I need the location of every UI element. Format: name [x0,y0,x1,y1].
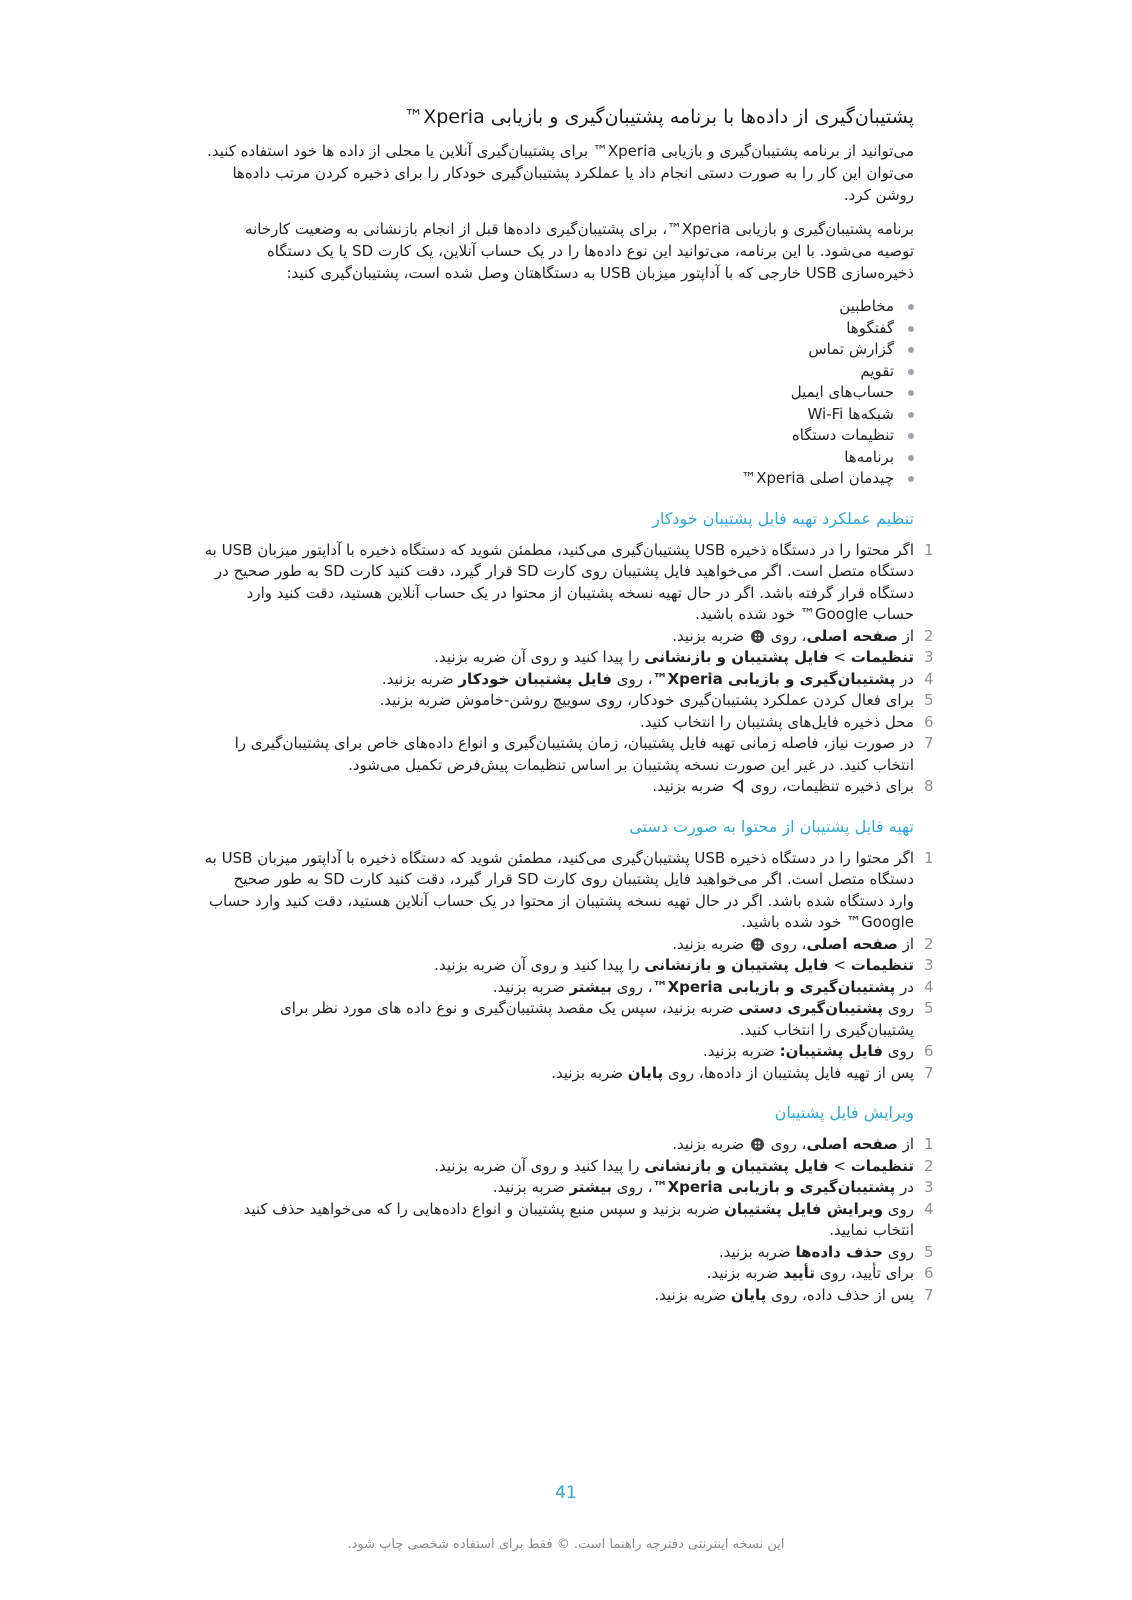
section-heading: تنظیم عملکرد تهیه فایل پشتیبان خودکار [652,508,914,528]
step-text: روی [883,1042,914,1060]
step-item [204,1156,934,1178]
ui-term: تنظیمات [850,956,914,974]
ui-term: تنظیمات [850,648,914,666]
step-text: ضربه بزنید. [706,1264,784,1282]
step-text: را پیدا کنید و روی آن ضربه بزنید. [434,648,645,666]
step-text: ، روی [611,669,653,688]
page-footer: این نسخه اینترنتی دفترچه راهنما است. © فقط برای استفاده شخصی چاپ شود. [347,1537,785,1552]
step-text: ضربه بزنید. [718,1242,796,1261]
step-text: ، روی [765,934,807,953]
ui-term: فایل پشتیبان و بازنشانی [644,648,829,666]
step-number: 4 [924,1199,934,1218]
step-number: 4 [924,977,934,996]
step-item [204,712,934,734]
list-item: تنظیمات دستگاه [204,425,914,447]
step-text: ضربه بزنید. [654,1285,731,1304]
step-text: برای فعال کردن عملکرد پشتیبان‌گیری خودکار، روی سوییچ روشن-خاموش ضربه بزنید. [379,691,914,709]
step-number: 2 [924,626,934,645]
step-number: 7 [924,1063,934,1082]
instruction-sections [204,508,934,1307]
ui-term: فایل پشتیبان و بازنشانی [644,956,829,974]
step-text: ضربه بزنید. [381,669,459,688]
step-number: 6 [924,712,934,731]
step-text: ، روی [765,626,807,645]
step-number: 3 [924,648,934,666]
step-number: 3 [924,1178,934,1196]
ui-term: صفحه اصلی [806,934,898,953]
step-number: 6 [924,1264,934,1282]
step-item [204,1285,934,1307]
ui-term: بیشتر [569,1178,612,1196]
app-screen-icon [751,1138,764,1151]
step-item [204,934,934,956]
page-title: پشتیبان‌گیری از داده‌ها با برنامه پشتیبان‌گیری و بازیابی Xperia™ [404,106,914,128]
step-number: 3 [924,956,934,974]
step-text: از [897,626,914,645]
step-text: در صورت نیاز، فاصله زمانی تهیه فایل پشتیبان، زمان پشتیبان‌گیری و انواع داده‌های خاص برای پشتیبان‌گیری را انتخاب کنید. در غیر این صورت نسخه پشتیبان بر اساس تنظیمات پیش‌فرض تکمیل می‌شود. [234,734,914,774]
intro-paragraph-1: می‌توانید از برنامه پشتیبان‌گیری و بازیابی Xperia™ برای پشتیبان‌گیری آنلاین یا محلی از داده ها خود استفاده کنید. می‌توان این کار را به صورت دستی انجام داد یا عملکرد پشتیبان‌گیری خودکار را برای ذخیره کردن مرتب داده‌ها روشن کرد. [207,142,914,204]
step-text: محل ذخیره فایل‌های پشتیبان را انتخاب کنید. [639,712,914,731]
step-number: 7 [924,1285,934,1304]
step-text: ، روی [611,977,653,996]
step-number: 2 [924,934,934,953]
step-number: 6 [924,1042,934,1060]
step-number: 5 [924,999,934,1017]
ui-term: حذف داده‌ها [795,1242,883,1261]
back-icon [732,779,743,793]
step-item [204,1263,934,1285]
step-text: اگر محتوا را در دستگاه ذخیره USB پشتیبان‌گیری می‌کنید، مطمئن شوید که دستگاه ذخیره با آداپتور میزبان USB به دستگاه متصل است. اگر می‌خواهید فایل پشتیبان روی کارت SD قرار گیرد، دقت کنید کارت SD به طور صحیح در دستگاه قرار گرفته باشد. اگر در حال تهیه نسخه پشتیبان از محتوا در یک حساب آنلاین هستید، دقت کنید وارد حساب Google™ خود شده باشید. [204,540,914,623]
step-item [204,998,934,1041]
ui-term: پشتیبان‌گیری و بازیابی Xperia™ [652,1178,896,1196]
step-number: 4 [924,669,934,688]
step-text: > [828,1156,851,1175]
bullet-icon [908,369,914,375]
step-text: در [895,669,914,688]
step-text: در [895,977,914,996]
step-text: در [895,1178,914,1196]
step-item [204,776,934,798]
step-number: 7 [924,734,934,752]
step-text: ، روی [765,1135,807,1153]
bullet-icon [908,476,914,482]
section-heading: تهیه فایل پشتیبان از محتوا به صورت دستی [629,816,914,836]
step-number: 1 [924,848,934,867]
steps-list [204,1134,934,1306]
step-text: ضربه بزنید. [703,1042,780,1060]
step-item [204,669,934,691]
ui-term: پشتیبان‌گیری و بازیابی Xperia™ [652,669,896,688]
list-item: حساب‌های ایمیل [204,382,914,404]
step-number: 1 [924,540,934,559]
steps-list [204,848,934,1085]
ui-term: ویرایش فایل پشتیبان [724,1199,883,1218]
step-item [204,626,934,648]
page-content [204,104,934,1306]
step-text: ضربه بزنید. [492,1178,570,1196]
bullet-icon [908,326,914,332]
step-item [204,848,934,934]
step-text: > [828,956,851,974]
ui-term: صفحه اصلی [806,1135,898,1153]
step-text: روی [883,1199,914,1218]
bullet-icon [908,455,914,461]
list-item: شبکه‌ها Wi-Fi [204,404,914,426]
list-item: گفتگوها [204,318,914,340]
ui-term: فایل پشتیبان و بازنشانی [644,1156,829,1175]
step-number: 1 [924,1135,934,1153]
list-item: گزارش تماس [204,339,914,361]
ui-term: تنظیمات [850,1156,914,1175]
bullet-icon [908,390,914,396]
list-item: چیدمان اصلی Xperia™ [204,468,914,490]
step-text: ضربه بزنید و سپس منبع پشتیبان و انواع داده‌هایی را که می‌خواهید حذف کنید انتخاب نمایید. [243,1199,914,1239]
section-heading: ویرایش فایل پشتیبان [774,1103,914,1122]
ui-term: فایل پشتیبان: [779,1042,883,1060]
ui-term: پشتیبان‌گیری دستی [738,999,883,1017]
bullet-icon [908,304,914,310]
bullet-icon [908,433,914,439]
list-item: برنامه‌ها [204,447,914,469]
step-text: ضربه بزنید. [672,934,749,953]
step-number: 2 [924,1156,934,1175]
step-item [204,690,934,712]
page-number: 41 [555,1483,577,1503]
list-item: تقویم [204,361,914,383]
ui-term: پشتیبان‌گیری و بازیابی Xperia™ [652,977,896,996]
step-text: پس از تهیه فایل پشتیبان از داده‌ها، روی [663,1063,914,1082]
step-item [204,977,934,999]
ui-term: پایان [627,1063,664,1082]
step-text: روی [883,1242,914,1261]
ui-term: تأیید [783,1264,815,1282]
backup-data-types-list [204,296,914,490]
step-number: 8 [924,777,934,795]
step-item [204,1199,934,1242]
steps-list [204,540,934,798]
step-text: برای تأیید، روی [814,1264,914,1282]
step-item [204,1063,934,1085]
step-text: ضربه بزنید. [492,977,570,996]
step-item [204,955,934,977]
step-item [204,1134,934,1156]
app-screen-icon [751,938,764,951]
step-text: اگر محتوا را در دستگاه ذخیره USB پشتیبان‌گیری می‌کنید، مطمئن شوید که دستگاه ذخیره با آداپتور میزبان USB به دستگاه متصل است. اگر می‌خواهید فایل پشتیبان روی کارت SD قرار گیرد، دقت کنید کارت SD به طور صحیح وارد دستگاه شده باشد. اگر در حال تهیه نسخه پشتیبان از محتوا در یک حساب آنلاین هستید، دقت کنید وارد حساب Google™ خود شده باشید. [204,848,914,931]
step-text: ضربه بزنید، سپس یک مقصد پشتیبان‌گیری و نوع داده های مورد نظر برای پشتیبان‌گیری را انتخاب کنید. [280,999,914,1039]
step-text: روی [883,999,914,1017]
bullet-icon [908,412,914,418]
intro-paragraph-2: برنامه پشتیبان‌گیری و بازیابی Xperia™، برای پشتیبان‌گیری داده‌ها قبل از انجام بازنشانی به وضعیت کارخانه توصیه می‌شود. با این برنامه، می‌توانید این نوع داده‌ها را در یک حساب آنلاین، یک کارت SD یا یک دستگاه ذخیره‌سازی USB خارجی که با آداپتور میزبان USB به دستگاهتان وصل شده است، پشتیبان‌گیری کنید: [245,220,914,282]
step-text: از [897,934,914,953]
step-text: ضربه بزنید. [672,626,749,645]
ui-term: صفحه اصلی [806,626,898,645]
list-item: مخاطبین [204,296,914,318]
step-number: 5 [924,691,934,709]
step-text: را پیدا کنید و روی آن ضربه بزنید. [434,956,645,974]
app-screen-icon [751,630,764,643]
ui-term: فایل پشتیبان خودکار [458,669,612,688]
step-item [204,540,934,626]
step-text: ، روی [611,1178,653,1196]
step-item [204,1041,934,1063]
step-number: 5 [924,1242,934,1261]
step-item [204,1242,934,1264]
step-item [204,1177,934,1199]
step-text: از [897,1135,914,1153]
step-text: ضربه بزنید. [672,1135,749,1153]
ui-term: بیشتر [569,977,612,996]
step-item [204,733,934,776]
step-text: را پیدا کنید و روی آن ضربه بزنید. [434,1156,645,1175]
step-text: > [828,648,851,666]
step-text: ضربه بزنید. [652,777,729,795]
step-item [204,647,934,669]
step-text: برای ذخیره تنظیمات، روی [745,777,914,795]
step-text: پس از حذف داده، روی [766,1285,914,1304]
ui-term: پایان [730,1285,767,1304]
bullet-icon [908,347,914,353]
step-text: ضربه بزنید. [551,1063,628,1082]
